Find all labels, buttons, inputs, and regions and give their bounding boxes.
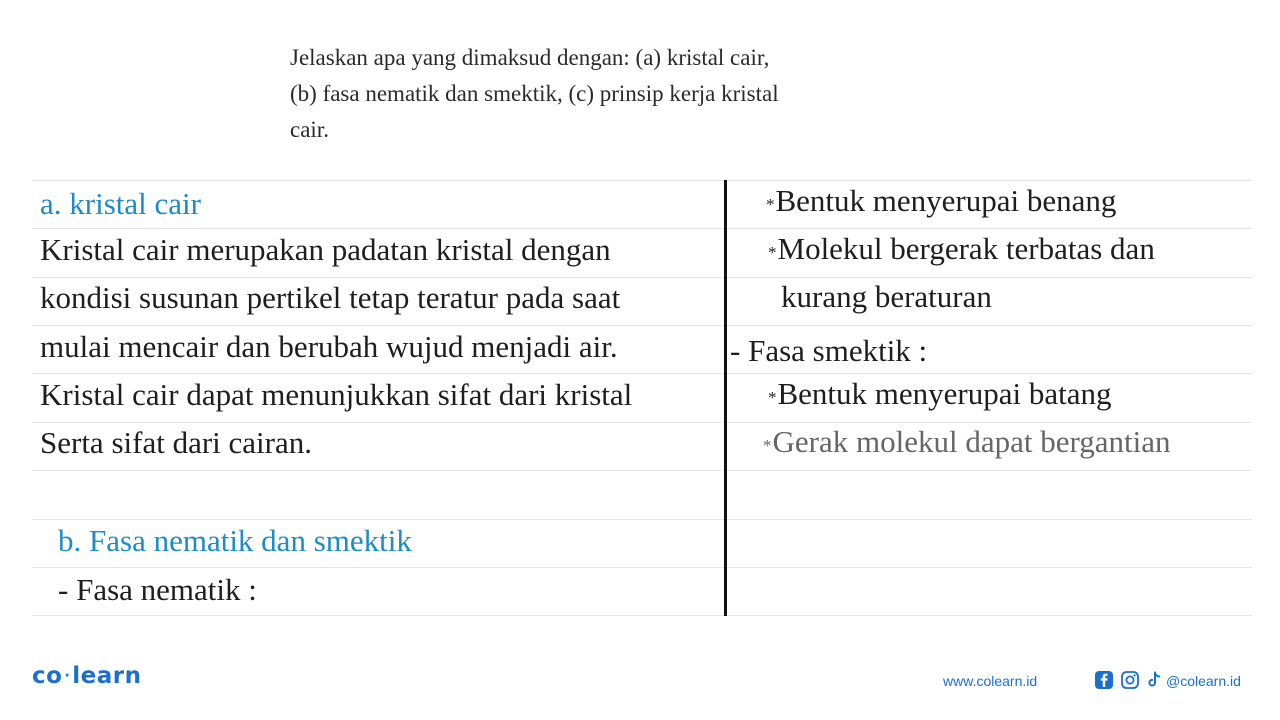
website-link[interactable]: www.colearn.id (943, 673, 1038, 689)
question-line: cair. (290, 117, 329, 142)
ruled-line (32, 470, 1252, 471)
question-text (290, 40, 950, 148)
answer-line: mulai mencair dan berubah wujud menjadi air. (40, 329, 618, 364)
smectic-label: - Fasa smektik : (730, 333, 928, 368)
answer-line: Kristal cair dapat menunjukkan sifat dari kristal (40, 377, 633, 412)
column-divider (724, 180, 727, 616)
heading-a: a. kristal cair (40, 186, 201, 221)
nematic-continuation: kurang beraturan (781, 279, 992, 314)
answer-line: Kristal cair merupakan padatan kristal dengan (40, 232, 611, 267)
nematic-point: *Molekul bergerak terbatas dan (768, 231, 1155, 266)
nematic-point: *Bentuk menyerupai benang (766, 183, 1117, 218)
ruled-line (32, 325, 1252, 326)
answer-line: Serta sifat dari cairan. (40, 425, 312, 460)
ruled-line (32, 615, 1252, 616)
colearn-logo[interactable]: co ·learn (32, 663, 142, 689)
answer-line: kondisi susunan pertikel tetap teratur pada saat (40, 280, 621, 315)
tiktok-icon[interactable] (1144, 670, 1164, 690)
question-line: (b) fasa nematik dan smektik, (c) prinsip kerja kristal (290, 81, 779, 106)
social-handle[interactable]: @colearn.id (1166, 673, 1241, 689)
smectic-point: *Bentuk menyerupai batang (768, 376, 1112, 411)
instagram-icon[interactable] (1120, 670, 1140, 690)
question-line: Jelaskan apa yang dimaksud dengan: (a) kristal cair, (290, 45, 770, 70)
bullet-star: * (768, 388, 777, 407)
heading-b: b. Fasa nematik dan smektik (58, 523, 412, 558)
bullet-star: * (763, 436, 772, 455)
ruled-line (32, 567, 1252, 568)
bullet-star: * (768, 243, 777, 262)
facebook-icon[interactable] (1094, 670, 1114, 690)
bullet-star: * (766, 195, 775, 214)
nematic-label: - Fasa nematik : (58, 572, 257, 607)
smectic-point: *Gerak molekul dapat bergantian (763, 424, 1171, 459)
ruled-line (32, 519, 1252, 520)
